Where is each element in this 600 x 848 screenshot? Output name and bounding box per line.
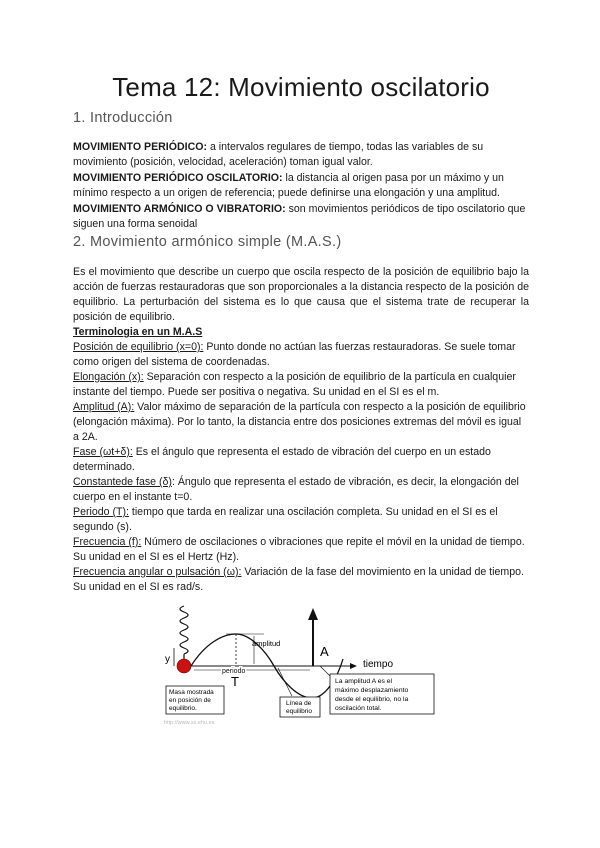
box-linea-line: Línea de (286, 700, 312, 707)
box-masa-line: equilibrio. (169, 705, 197, 712)
box-amplitud-line: oscilación total. (335, 705, 382, 712)
term-item (73, 445, 529, 475)
label-A: A (320, 644, 329, 659)
term-armonico: MOVIMIENTO ARMÓNICO O VIBRATORIO: (73, 203, 286, 215)
box-masa-line: Masa mostrada (169, 689, 214, 696)
term-item (73, 535, 529, 565)
page-title: Tema 12: Movimiento oscilatorio (112, 72, 490, 102)
section-heading-intro: 1. Introducción (73, 110, 173, 126)
term-text: Variación de la fase del movimiento en la unidad de tiempo. Su unidad en el SI es rad/s. (73, 566, 524, 593)
term-label: Elongación (x): (73, 371, 144, 383)
box-amplitud-line: La amplitud A es el (335, 678, 393, 685)
box-amplitud-line: máximo desplazamiento (335, 687, 409, 694)
term-text: Punto donde no actúan las fuerzas restauradoras. Se suele tomar como origen del sistema de coordenadas. (73, 341, 516, 368)
term-label: Periodo (T): (73, 506, 129, 518)
term-text: Valor máximo de separación de la partícula con respecto a la posición de equilibrio (elongación máxima). Por lo tanto, la distancia entre dos posiciones extremas del móvil es igual a 2A. (73, 401, 526, 443)
terminology-title: Terminologia en un M.A.S (73, 326, 203, 338)
definition-armonico: son movimientos periódicos de tipo oscilatorio que siguen una forma senoidal (73, 203, 526, 230)
terminology-list (73, 325, 529, 595)
spring-coil (180, 606, 188, 654)
term-item (73, 400, 529, 445)
shm-diagram (160, 604, 440, 729)
box-masa-line: en posición de (169, 697, 211, 704)
pointer-linea (278, 668, 292, 696)
term-label: Frecuencia angular o pulsación (ω): (73, 566, 242, 578)
watermark: http://www.sc.ehu.es (164, 720, 215, 726)
label-periodo: periodo (222, 668, 246, 675)
term-text: Número de oscilaciones o vibraciones que repite el móvil en la unidad de tiempo. Su unidad en el SI es el Hertz (Hz). (73, 536, 525, 563)
term-label: Frecuencia (f): (73, 536, 142, 548)
definition-periodico: a intervalos regulares de tiempo, todas las variables de su movimiento (posición, velocidad, aceleración) toman igual valor. (73, 141, 484, 168)
term-label: Amplitud (A): (73, 401, 135, 413)
paragraph-periodico (73, 140, 529, 170)
definition-oscilatorio: la distancia al origen pasa por un máximo y un mínimo respecto a un origen de referencia; puede definirse una elongación y una amplitud. (73, 172, 504, 199)
term-text: tiempo que tarda en realizar una oscilación completa. Su unidad en el SI es el segundo (s). (73, 506, 498, 533)
paragraph-mas: Es el movimiento que describe un cuerpo que oscila respecto de la posición de equilibrio bajo la acción de fuerzas restauradoras que son proporcionales a la distancia respecto de la posición de equilibrio. La perturbación del sistema es lo que causa que el sistema trate de recuperar la posición de equilibrio. (73, 266, 529, 323)
term-text: Es el ángulo que representa el estado de vibración del cuerpo en un estado determinado. (73, 446, 491, 473)
label-T: T (231, 674, 239, 689)
paragraph-armonico (73, 202, 529, 232)
term-label: Posición de equilibrio (x=0): (73, 341, 204, 353)
term-item (73, 505, 529, 535)
time-arrow-icon (350, 663, 357, 669)
term-label: Fase (ωt+δ): (73, 446, 133, 458)
paragraph-oscilatorio (73, 171, 529, 201)
box-linea-text (286, 700, 313, 715)
term-label: Constantede fase (δ) (73, 476, 172, 488)
term-item (73, 565, 529, 595)
big-arrow-head-icon (308, 608, 318, 620)
term-text: : Ángulo que representa el estado de vibración, es decir, la elongación del cuerpo en el instante t=0. (73, 476, 519, 503)
term-text: Separación con respecto a la posición de equilibrio de la partícula en cualquier instante del tiempo. Puede ser positiva o negativa. Su unidad en el SI es el m. (73, 371, 516, 398)
term-item (73, 475, 529, 505)
term-periodico: MOVIMIENTO PERIÓDICO: (73, 141, 207, 153)
box-amplitud-line: desde el equilibrio, no la (335, 696, 409, 703)
box-linea-line: equilibrio (286, 708, 313, 715)
term-oscilatorio: MOVIMIENTO PERIÓDICO OSCILATORIO: (73, 172, 283, 184)
label-amplitud: amplitud (252, 639, 281, 648)
label-y: y (165, 654, 170, 665)
label-tiempo: tiempo (363, 659, 394, 670)
section-heading-mas: 2. Movimiento armónico simple (M.A.S.) (73, 234, 342, 250)
pointer-amplitud (320, 666, 330, 676)
term-item (73, 340, 529, 370)
term-item (73, 370, 529, 400)
mass-ball (177, 659, 191, 673)
